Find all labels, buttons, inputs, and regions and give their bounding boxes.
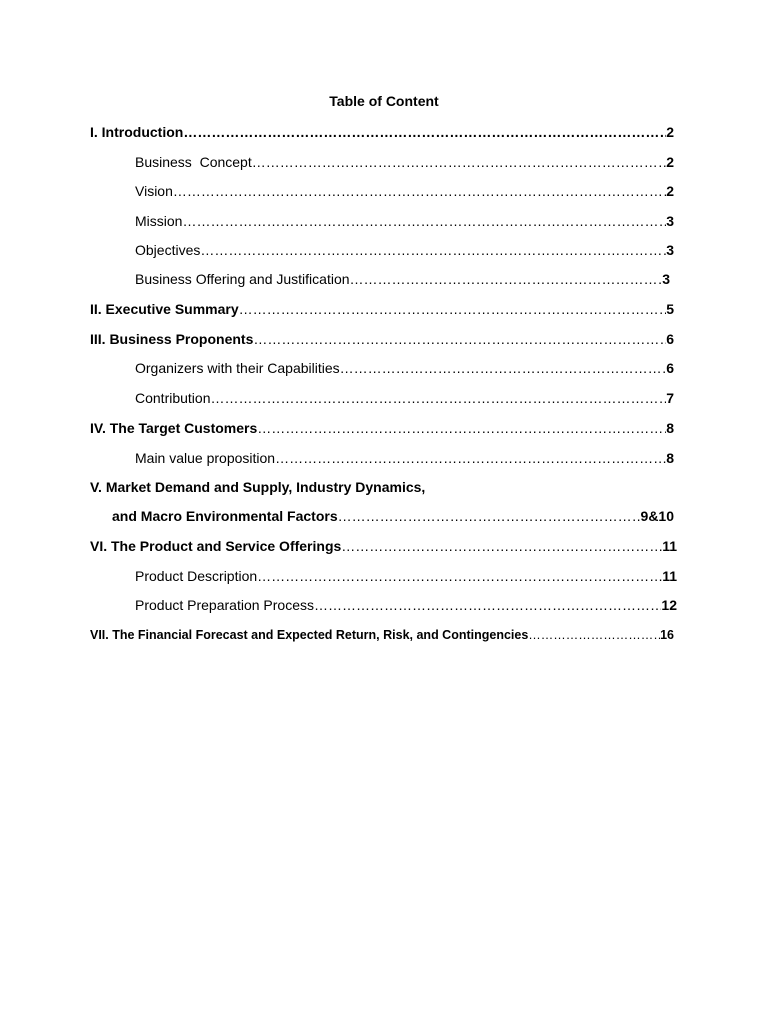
toc-entry-page: 11: [662, 538, 677, 554]
toc-entry-page: 16: [660, 628, 674, 642]
dot-leader: [257, 418, 666, 438]
toc-entry-label: IV. The Target Customers: [90, 420, 258, 436]
toc-entry-label: III. Business Proponents: [90, 331, 254, 347]
toc-entry-introduction[interactable]: [90, 122, 674, 142]
dot-leader: [340, 358, 667, 378]
toc-entry-business-proponents[interactable]: [90, 329, 674, 349]
toc-entry-label: Product Preparation Process: [135, 597, 314, 613]
toc-entry-page: 5: [666, 301, 674, 317]
toc-title: Table of Content: [329, 93, 439, 109]
toc-entry-label: II. Executive Summary: [90, 301, 239, 317]
toc-entry-label: and Macro Environmental Factors: [112, 508, 338, 524]
toc-entry-label: Business Offering and Justification: [135, 271, 350, 287]
toc-entry-label: Objectives: [135, 242, 201, 258]
toc-entry-target-customers[interactable]: [90, 418, 674, 438]
toc-entry-organizers[interactable]: [135, 358, 674, 378]
toc-entry-label: Mission: [135, 213, 183, 229]
dot-leader: [252, 152, 666, 172]
dot-leader: [341, 536, 662, 556]
toc-entry-label: Business Concept: [135, 154, 252, 170]
dot-leader: [257, 566, 662, 586]
dot-leader: [314, 595, 661, 615]
dot-leader: [528, 625, 660, 645]
toc-entry-label: VI. The Product and Service Offerings: [90, 538, 342, 554]
toc-entry-product-description[interactable]: [135, 566, 677, 586]
toc-entry-page: 6: [666, 360, 674, 376]
dot-leader: [338, 506, 641, 526]
toc-entry-market-demand[interactable]: V. Market Demand and Supply, Industry Dynamics,: [90, 479, 426, 495]
toc-entry-page: 2: [666, 183, 674, 199]
dot-leader: [350, 269, 663, 289]
toc-entry-product-preparation[interactable]: [135, 595, 677, 615]
toc-entry-contribution[interactable]: [135, 388, 674, 408]
dot-leader: [239, 299, 667, 319]
toc-entry-label: Main value proposition: [135, 450, 276, 466]
toc-entry-label: Organizers with their Capabilities: [135, 360, 340, 376]
dot-leader: [200, 240, 666, 260]
toc-entry-executive-summary[interactable]: [90, 299, 674, 319]
toc-entry-page: 3: [662, 271, 670, 287]
dot-leader: [182, 211, 666, 231]
toc-entry-label: Contribution: [135, 390, 211, 406]
toc-entry-financial-forecast[interactable]: [90, 625, 674, 645]
toc-entry-objectives[interactable]: [135, 240, 674, 260]
toc-entry-label: VII. The Financial Forecast and Expected Return, Risk, and Contingencies: [90, 628, 529, 642]
toc-entry-page: 8: [666, 420, 674, 436]
dot-leader: [211, 388, 667, 408]
toc-entry-page: 2: [666, 124, 674, 140]
toc-entry-page: 7: [666, 390, 674, 406]
toc-entry-page: 12: [661, 597, 677, 613]
toc-entry-page: 2: [666, 154, 674, 170]
toc-entry-page: 8: [666, 450, 674, 466]
toc-entry-mission[interactable]: [135, 211, 674, 231]
dot-leader: [275, 448, 666, 468]
toc-entry-page: 3: [666, 242, 674, 258]
dot-leader: [253, 329, 666, 349]
dot-leader: [173, 181, 666, 201]
toc-entry-page: 3: [666, 213, 674, 229]
toc-entry-page: 9&10: [640, 508, 674, 524]
toc-entry-product-service-offerings[interactable]: [90, 536, 677, 556]
toc-entry-label: Vision: [135, 183, 173, 199]
toc-entry-business-concept[interactable]: [135, 152, 674, 172]
toc-entry-label: Product Description: [135, 568, 258, 584]
dot-leader: [183, 122, 666, 142]
toc-entry-macro-environmental[interactable]: [112, 506, 674, 526]
toc-entry-business-offering[interactable]: [135, 269, 670, 289]
toc-entry-vision[interactable]: [135, 181, 674, 201]
toc-entry-main-value-proposition[interactable]: [135, 448, 674, 468]
toc-entry-label: I. Introduction: [90, 124, 184, 140]
toc-entry-page: 6: [666, 331, 674, 347]
toc-entry-page: 11: [662, 568, 677, 584]
